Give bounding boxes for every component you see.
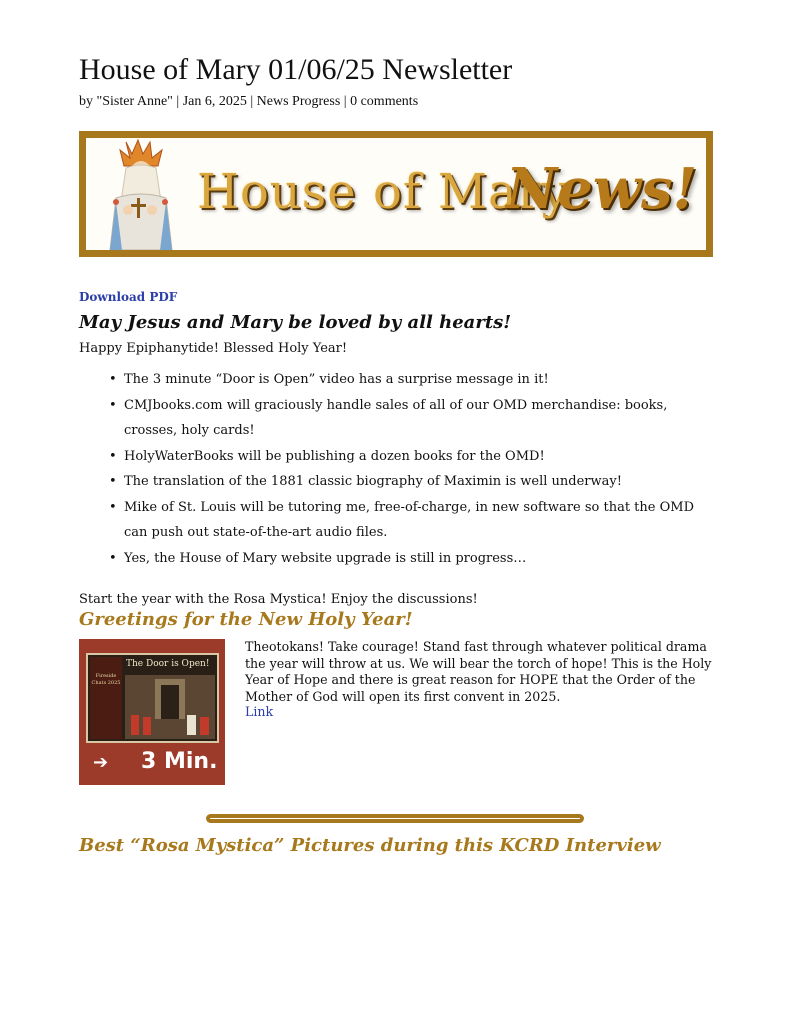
list-item [106,393,716,444]
thumbnail-frame [86,653,219,743]
bullet-text: Yes, the House of Mary website upgrade is still in progress… [124,550,527,566]
church-scene-image [125,675,215,739]
bullet-icon: • [109,499,117,515]
greetings-text: Theotokans! Take courage! Stand fast through whatever political drama the year will throw at us. We will bear the torch of hope! This is the Holy Year of Hope and there is great reason for HOPE that the Order of the Mother of God will open its first convent in 2025. [245,639,712,704]
author-link[interactable]: "Sister Anne" [96,94,173,109]
bullet-icon: • [109,474,117,489]
bullet-icon: • [109,372,117,387]
post-title: House of Mary 01/06/25 Newsletter [79,53,513,86]
door-is-open-label: The Door is Open! [126,659,210,669]
banner-news: News! [506,156,698,222]
greetings-link[interactable]: Link [245,704,274,719]
banner-title: House of Mary [197,164,570,220]
bullet-text: The 3 minute “Door is Open” video has a surprise message in it! [124,372,549,387]
newsletter-banner [79,131,713,257]
bullet-icon: • [109,397,117,413]
bullet-icon: • [109,448,117,464]
list-item [106,495,716,546]
meta-separator: | [246,94,257,109]
intro-text: Happy Epiphanytide! Blessed Holy Year! [79,341,348,356]
video-thumbnail[interactable] [79,639,225,785]
list-item [106,444,716,470]
news-bullet-list [106,367,716,571]
meta-separator: | [172,94,183,109]
bullet-text: The translation of the 1881 classic biography of Maximin is well underway! [124,474,622,489]
download-pdf-link[interactable]: Download PDF [79,290,178,304]
comments-link[interactable]: 0 comments [350,94,419,109]
start-text: Start the year with the Rosa Mystica! Enjoy the discussions! [79,592,478,607]
section-divider [206,814,584,823]
list-item [106,546,716,572]
section-heading: May Jesus and Mary be loved by all hearts! [79,312,512,333]
post-date: Jan 6, 2025 [182,94,247,109]
duration-label: 3 Min. [141,749,218,774]
bullet-text: HolyWaterBooks will be publishing a dozen books for the OMD! [124,448,545,464]
rosa-mystica-heading: Best “Rosa Mystica” Pictures during this KCRD Interview [79,835,661,856]
list-item [106,367,716,393]
meta-prefix: by [79,94,97,109]
bullet-icon: • [109,550,117,566]
bullet-text: CMJbooks.com will graciously handle sales of all of our OMD merchandise: books, crosses, holy cards! [124,397,668,438]
post-meta [79,94,418,110]
list-item [106,469,716,495]
right-arrow-icon: ➔ [93,752,109,773]
church-scene-icon [125,675,215,739]
bullet-text: Mike of St. Louis will be tutoring me, free-of-charge, in new software so that the OMD can push out state-of-the-art audio files. [124,499,695,540]
category-link[interactable]: News Progress [256,94,341,109]
meta-separator: | [340,94,351,109]
fireside-chats-label: Fireside Chats 2025 [90,657,122,739]
greetings-heading: Greetings for the New Holy Year! [79,609,413,630]
